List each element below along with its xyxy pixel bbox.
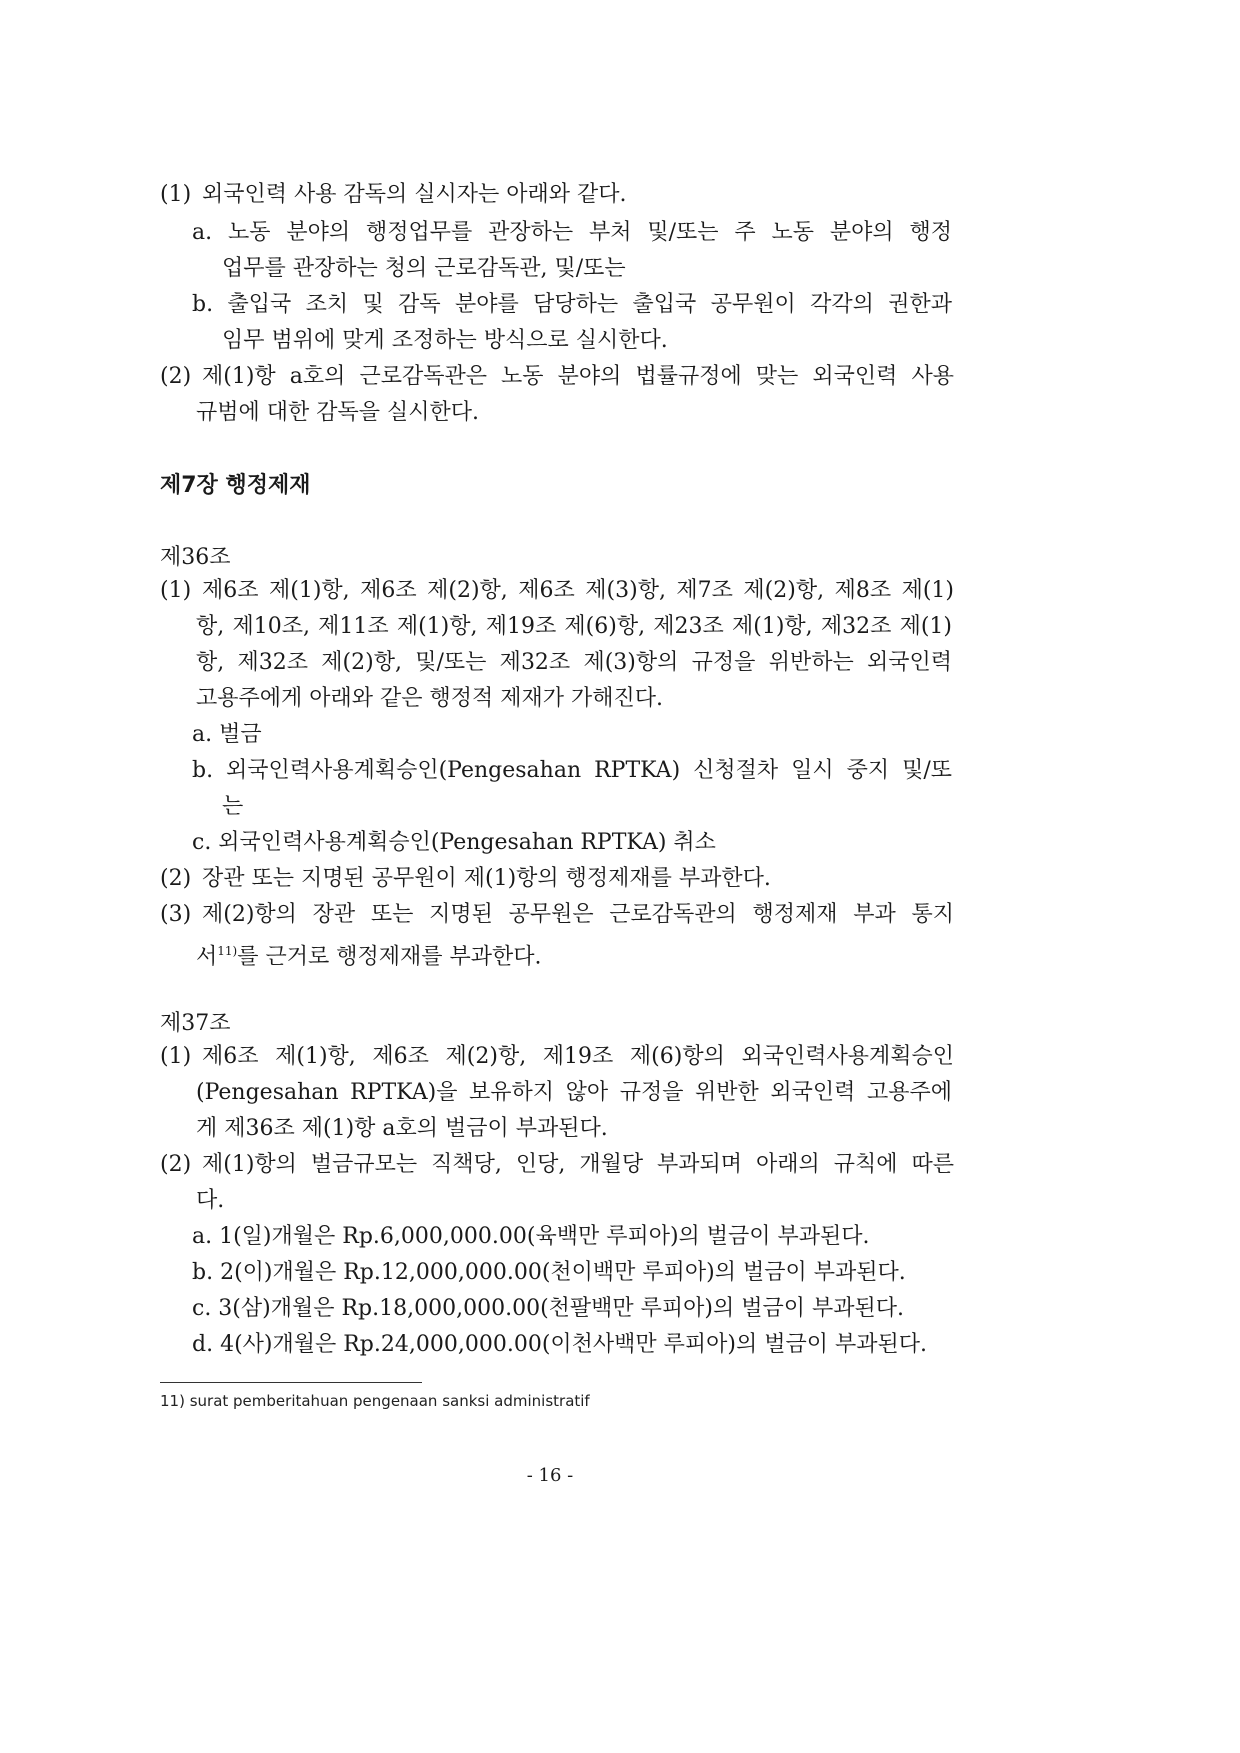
- paragraph-number: (1): [160, 182, 192, 207]
- paragraph-text: 장관 또는 지명된 공무원이 제(1)항의 행정제재를 부과한다.: [202, 866, 771, 891]
- art37-item-d: d. 4(사)개월은 Rp.24,000,000.00(이천사백만 루피아)의 벌금이 부과된다.: [192, 1332, 927, 1357]
- art37-p1-line3: 게 제36조 제(1)항 a호의 벌금이 부과된다.: [196, 1116, 608, 1141]
- paragraph-text: 제(2)항의 장관 또는 지명된 공무원은 근로감독관의 행정제재 부과 통지: [202, 902, 954, 927]
- paragraph-text: 외국인력 사용 감독의 실시자는 아래와 같다.: [202, 182, 627, 207]
- art36-p3-line2: [196, 936, 541, 972]
- footnote-divider: [160, 1382, 422, 1383]
- art37-item-a: a. 1(일)개월은 Rp.6,000,000.00(육백만 루피아)의 벌금이 부과된다.: [192, 1224, 870, 1249]
- page-number: - 16 -: [526, 1465, 574, 1486]
- article-36-title: 제36조: [160, 545, 231, 570]
- paragraph-text: 제(1)항의 벌금규모는 직책당, 인당, 개월당 부과되며 아래의 규칙에 따른: [202, 1152, 954, 1177]
- paragraph-2: [160, 362, 954, 392]
- art36-p1-line2: 항, 제10조, 제11조 제(1)항, 제19조 제(6)항, 제23조 제(1)항, 제32조 제(1): [196, 614, 952, 639]
- item-a-line2: 업무를 관장하는 청의 근로감독관, 및/또는: [222, 256, 626, 281]
- art37-p2-line2: 다.: [196, 1188, 225, 1213]
- text-fragment: 를 근거로 행정제재를 부과한다.: [237, 944, 542, 970]
- art36-item-a: a. 벌금: [192, 722, 262, 747]
- item-b-line1: b. 출입국 조치 및 감독 분야를 담당하는 출입국 공무원이 각각의 권한과: [192, 292, 952, 317]
- art36-item-b-line1: b. 외국인력사용계획승인(Pengesahan RPTKA) 신청절차 일시 중지 및/또: [192, 758, 952, 783]
- item-a-line1: a. 노동 분야의 행정업무를 관장하는 부처 및/또는 주 노동 분야의 행정: [192, 220, 952, 245]
- footnote-ref: 11): [217, 944, 238, 958]
- paragraph-number: (1): [160, 1044, 192, 1069]
- art36-paragraph-1: [160, 576, 954, 606]
- art36-p1-line3: 항, 제32조 제(2)항, 및/또는 제32조 제(3)항의 규정을 위반하는 외국인력: [196, 650, 952, 675]
- paragraph-text: 제6조 제(1)항, 제6조 제(2)항, 제6조 제(3)항, 제7조 제(2)항, 제8조 제(1): [202, 578, 954, 603]
- paragraph-number: (3): [160, 902, 192, 927]
- paragraph-number: (2): [160, 866, 192, 891]
- paragraph-2-line2: 규범에 대한 감독을 실시한다.: [196, 400, 479, 425]
- art37-paragraph-2: [160, 1150, 954, 1180]
- art37-item-c: c. 3(삼)개월은 Rp.18,000,000.00(천팔백만 루피아)의 벌금이 부과된다.: [192, 1296, 904, 1321]
- art37-p1-line2: (Pengesahan RPTKA)을 보유하지 않아 규정을 위반한 외국인력 고용주에: [196, 1080, 952, 1105]
- footnote: 11) surat pemberitahuan pengenaan sanksi administratif: [160, 1392, 590, 1410]
- paragraph-number: (2): [160, 1152, 192, 1177]
- item-b-line2: 임무 범위에 맞게 조정하는 방식으로 실시한다.: [222, 328, 668, 353]
- paragraph-1: [160, 180, 627, 210]
- art36-paragraph-2: [160, 864, 771, 894]
- paragraph-number: (2): [160, 364, 192, 389]
- text-fragment: 서: [196, 944, 218, 970]
- chapter-title: 제7장 행정제재: [160, 473, 311, 498]
- art36-paragraph-3: [160, 900, 954, 930]
- paragraph-text: 제6조 제(1)항, 제6조 제(2)항, 제19조 제(6)항의 외국인력사용계획승인: [202, 1044, 954, 1069]
- art36-item-c: c. 외국인력사용계획승인(Pengesahan RPTKA) 취소: [192, 830, 716, 855]
- art36-p1-line4: 고용주에게 아래와 같은 행정적 제재가 가해진다.: [196, 686, 664, 711]
- art36-item-b-line2: 는: [222, 794, 244, 819]
- art37-paragraph-1: [160, 1042, 954, 1072]
- article-37-title: 제37조: [160, 1011, 231, 1036]
- paragraph-text: 제(1)항 a호의 근로감독관은 노동 분야의 법률규정에 맞는 외국인력 사용: [202, 364, 954, 389]
- art37-item-b: b. 2(이)개월은 Rp.12,000,000.00(천이백만 루피아)의 벌금이 부과된다.: [192, 1260, 906, 1285]
- paragraph-number: (1): [160, 578, 192, 603]
